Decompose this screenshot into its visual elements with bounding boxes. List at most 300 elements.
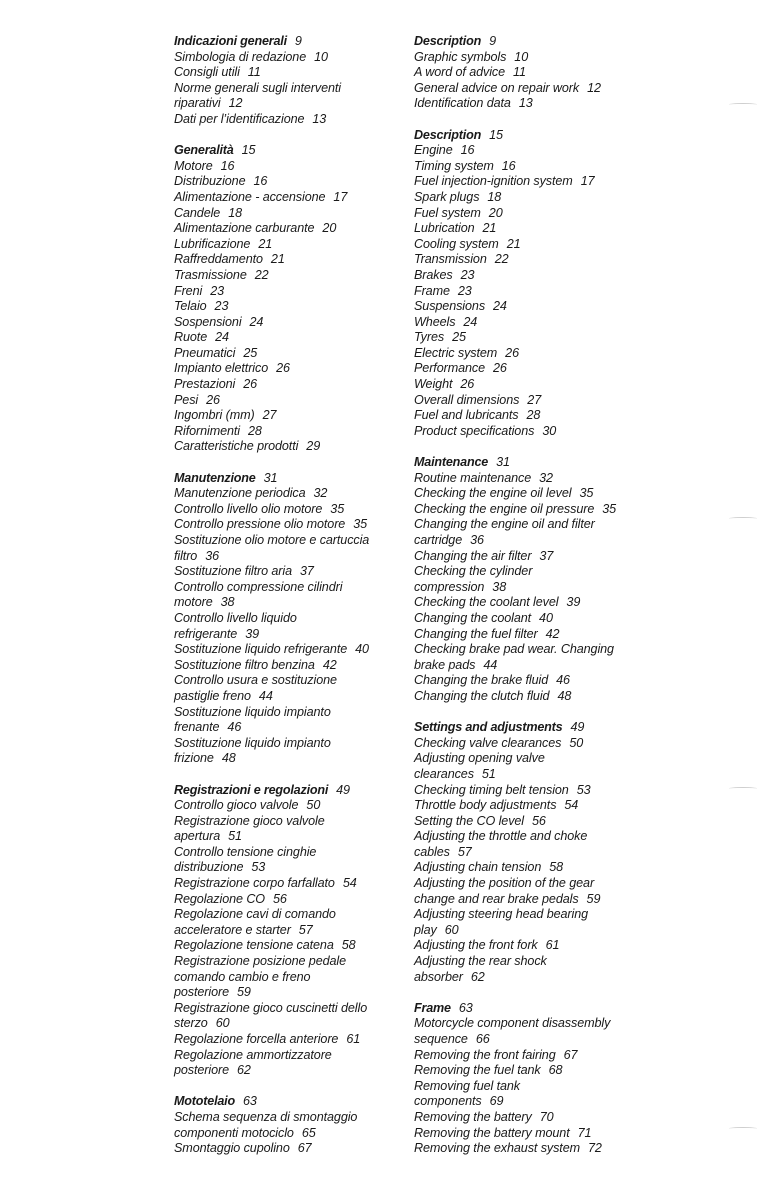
section-heading — [414, 1001, 654, 1017]
entry-text: Prestazioni — [174, 377, 236, 392]
index-entry — [174, 424, 406, 440]
entry-text: Regolazione ammortizzatore — [174, 1047, 332, 1062]
index-entry — [174, 361, 406, 377]
entry-text: Changing the fuel filter — [414, 626, 538, 641]
entry-page-number: 35 — [579, 486, 594, 501]
entry-text: motore — [174, 595, 213, 610]
index-entry — [174, 159, 406, 175]
entry-text: clearances — [414, 766, 474, 781]
entry-text: Registrazione posizione pedale — [174, 954, 347, 969]
entry-text: Checking the coolant level — [414, 595, 559, 610]
entry-page-number: 54 — [342, 876, 357, 891]
section-page-number: 63 — [242, 1094, 257, 1109]
entry-text: Fuel and lubricants — [414, 408, 519, 423]
entry-text: Changing the coolant — [414, 610, 532, 625]
entry-page-number: 16 — [253, 174, 268, 189]
entry-page-number: 48 — [557, 688, 572, 703]
it-section-manutenzione — [174, 471, 406, 767]
entry-text: Fuel injection-ignition system — [414, 174, 573, 189]
entry-text: compression — [414, 579, 485, 594]
index-entry — [174, 315, 406, 331]
index-entry — [414, 206, 654, 222]
entry-text: Spark plugs — [414, 189, 480, 204]
index-entry — [174, 1048, 406, 1064]
index-entry — [414, 330, 654, 346]
index-entry — [174, 580, 406, 596]
index-entry — [414, 174, 654, 190]
entry-page-number: 20 — [488, 205, 503, 220]
entry-text: Removing fuel tank — [414, 1078, 521, 1093]
index-entry — [174, 549, 406, 565]
index-entry — [414, 315, 654, 331]
index-entry — [174, 658, 406, 674]
entry-text: posteriore — [174, 1063, 230, 1078]
entry-text: Sostituzione olio motore e cartuccia — [174, 533, 370, 547]
entry-page-number: 23 — [214, 299, 229, 314]
entry-page-number: 54 — [564, 798, 579, 813]
entry-text: Overall dimensions — [414, 392, 520, 407]
entry-text: distribuzione — [174, 860, 244, 875]
it-section-registrazioni-e-regolazioni — [174, 783, 406, 1079]
index-entry — [174, 923, 406, 939]
index-entry — [414, 798, 654, 814]
entry-text: Electric system — [414, 345, 498, 360]
entry-text: Checking brake pad wear. Changing — [414, 642, 614, 657]
entry-text: Smontaggio cupolino — [174, 1141, 290, 1156]
entry-page-number: 51 — [228, 829, 242, 844]
entry-text: Consigli utili — [174, 65, 240, 80]
index-entry — [414, 627, 654, 643]
entry-text: Checking valve clearances — [414, 735, 562, 750]
entry-text: change and rear brake pedals — [414, 891, 579, 906]
index-entry — [414, 658, 654, 674]
entry-page-number: 30 — [542, 423, 557, 438]
entry-page-number: 67 — [563, 1047, 578, 1062]
entry-page-number: 59 — [237, 985, 251, 1000]
section-page-number: 31 — [496, 455, 510, 470]
index-entry — [414, 642, 654, 658]
entry-page-number: 60 — [215, 1016, 230, 1031]
entry-text: Distribuzione — [174, 174, 246, 189]
index-entry — [174, 564, 406, 580]
entry-text: Alimentazione - accensione — [174, 189, 326, 204]
index-entry — [414, 1032, 654, 1048]
entry-text: Adjusting opening valve — [414, 751, 545, 766]
entry-text: Ingombri (mm) — [174, 408, 255, 423]
entry-text: Controllo livello olio motore — [174, 501, 323, 516]
entry-page-number: 16 — [501, 158, 516, 173]
entry-text: Frame — [414, 283, 450, 298]
entry-text: Candele — [174, 205, 221, 220]
entry-text: Trasmissione — [174, 267, 247, 282]
entry-text: Removing the exhaust system — [414, 1141, 580, 1156]
entry-page-number: 27 — [262, 408, 277, 423]
entry-text: Checking the engine oil pressure — [414, 501, 595, 516]
entry-text: Motore — [174, 158, 213, 173]
entry-text: absorber — [414, 969, 463, 984]
section-page-number: 31 — [263, 470, 278, 485]
section-title: Settings and adjustments — [414, 720, 563, 735]
entry-text: Cooling system — [414, 236, 499, 251]
entry-text: Regolazione tensione catena — [174, 938, 334, 953]
it-section-mototelaio — [174, 1094, 406, 1156]
index-entry — [174, 611, 406, 627]
index-entry — [174, 252, 406, 268]
entry-text: Throttle body adjustments — [414, 798, 557, 813]
index-entry — [414, 377, 654, 393]
entry-text: Tyres — [414, 330, 445, 345]
section-heading — [414, 455, 654, 471]
entry-page-number: 69 — [489, 1094, 504, 1109]
entry-text: Timing system — [414, 158, 494, 173]
entry-text: components — [414, 1094, 482, 1109]
entry-page-number: 67 — [297, 1141, 312, 1156]
index-entry — [174, 284, 406, 300]
index-entry — [174, 408, 406, 424]
entry-page-number: 51 — [481, 766, 496, 781]
entry-page-number: 26 — [276, 361, 290, 376]
entry-page-number: 35 — [330, 501, 345, 516]
section-heading — [414, 128, 654, 144]
section-title: Manutenzione — [174, 470, 256, 485]
entry-text: Suspensions — [414, 299, 486, 314]
entry-text: Changing the air filter — [414, 548, 532, 563]
entry-page-number: 12 — [228, 96, 243, 111]
entry-page-number: 40 — [539, 610, 553, 625]
entry-text: Controllo usura e sostituzione — [174, 673, 337, 688]
entry-text: play — [414, 922, 437, 937]
entry-page-number: 13 — [312, 111, 327, 126]
index-entry — [414, 190, 654, 206]
index-entry — [414, 81, 654, 97]
index-entry — [174, 1063, 406, 1079]
entry-text: apertura — [174, 829, 221, 844]
entry-page-number: 39 — [566, 595, 581, 610]
index-entry — [174, 876, 406, 892]
index-entry — [174, 705, 406, 721]
entry-text: acceleratore e starter — [174, 922, 291, 937]
entry-page-number: 18 — [228, 205, 243, 220]
section-title: Description — [414, 34, 482, 48]
index-entry — [414, 1016, 654, 1032]
entry-page-number: 23 — [457, 283, 472, 298]
entry-text: cables — [414, 844, 450, 859]
entry-text: Identification data — [414, 96, 511, 111]
entry-text: Removing the battery mount — [414, 1125, 570, 1140]
entry-page-number: 11 — [247, 65, 261, 80]
index-entry — [174, 985, 406, 1001]
index-entry — [174, 1032, 406, 1048]
entry-text: Adjusting the position of the gear — [414, 876, 595, 891]
entry-page-number: 35 — [602, 501, 617, 516]
entry-page-number: 28 — [248, 423, 262, 438]
italian-index-column — [174, 34, 406, 1172]
index-entry — [174, 829, 406, 845]
section-title: Maintenance — [414, 455, 489, 470]
index-entry — [174, 954, 406, 970]
entry-text: Graphic symbols — [414, 49, 507, 64]
entry-text: Ruote — [174, 330, 208, 345]
entry-text: Changing the brake fluid — [414, 673, 549, 688]
index-entry — [174, 517, 406, 533]
index-entry — [414, 954, 654, 970]
entry-page-number: 66 — [475, 1032, 490, 1046]
entry-text: frenante — [174, 720, 220, 735]
entry-text: Rifornimenti — [174, 423, 240, 438]
index-entry — [414, 1141, 654, 1157]
entry-text: componenti motociclo — [174, 1125, 294, 1140]
entry-page-number: 42 — [545, 626, 560, 641]
index-entry — [414, 471, 654, 487]
index-entry — [414, 361, 654, 377]
index-entry — [174, 112, 406, 128]
section-heading — [414, 720, 654, 736]
index-entry — [174, 673, 406, 689]
index-entry — [414, 424, 654, 440]
entry-page-number: 42 — [322, 657, 337, 672]
index-entry — [174, 1126, 406, 1142]
section-title: Generalità — [174, 143, 234, 158]
entry-page-number: 59 — [586, 891, 601, 906]
entry-page-number: 38 — [492, 579, 507, 594]
index-entry — [174, 907, 406, 923]
index-entry — [414, 268, 654, 284]
en-section-description — [414, 128, 654, 440]
index-entry — [414, 876, 654, 892]
entry-page-number: 24 — [493, 299, 507, 314]
entry-page-number: 21 — [506, 236, 521, 251]
index-entry — [174, 798, 406, 814]
entry-page-number: 68 — [548, 1063, 563, 1078]
entry-page-number: 60 — [444, 922, 459, 937]
index-entry — [414, 845, 654, 861]
index-entry — [174, 174, 406, 190]
entry-text: Alimentazione carburante — [174, 221, 315, 236]
entry-page-number: 53 — [251, 860, 266, 875]
index-entry — [414, 549, 654, 565]
margin-mark — [729, 1127, 757, 1130]
entry-page-number: 46 — [227, 720, 242, 735]
section-heading — [174, 34, 406, 50]
entry-page-number: 70 — [539, 1109, 554, 1124]
index-entry — [414, 829, 654, 845]
index-entry — [414, 502, 654, 518]
entry-page-number: 56 — [273, 891, 287, 906]
index-entry — [174, 1016, 406, 1032]
entry-page-number: 53 — [576, 782, 591, 797]
index-entry — [174, 627, 406, 643]
entry-text: Removing the front fairing — [414, 1047, 556, 1062]
entry-text: Checking the engine oil level — [414, 486, 572, 501]
index-entry — [414, 159, 654, 175]
index-entry — [414, 611, 654, 627]
index-entry — [414, 65, 654, 81]
section-heading — [174, 1094, 406, 1110]
entry-page-number: 10 — [314, 49, 328, 64]
entry-text: cartridge — [414, 533, 463, 547]
entry-page-number: 57 — [457, 844, 472, 859]
index-entry — [414, 517, 654, 533]
index-entry — [414, 221, 654, 237]
entry-text: Adjusting chain tension — [414, 860, 542, 875]
entry-page-number: 11 — [513, 65, 526, 80]
entry-page-number: 44 — [258, 688, 273, 703]
entry-page-number: 62 — [470, 969, 485, 984]
entry-text: Checking the cylinder — [414, 564, 533, 579]
index-entry — [414, 143, 654, 159]
en-section-frame — [414, 1001, 654, 1157]
index-entry — [174, 96, 406, 112]
index-entry — [174, 237, 406, 253]
index-entry — [414, 1079, 654, 1095]
entry-page-number: 21 — [258, 236, 273, 251]
entry-page-number: 44 — [483, 657, 498, 672]
index-entry — [174, 751, 406, 767]
index-entry — [414, 595, 654, 611]
index-entry — [174, 860, 406, 876]
section-title: Registrazioni e regolazioni — [174, 782, 329, 797]
entry-text: Sostituzione filtro benzina — [174, 657, 315, 672]
entry-page-number: 50 — [569, 735, 584, 750]
index-entry — [174, 50, 406, 66]
entry-text: Setting the CO level — [414, 813, 525, 828]
entry-page-number: 46 — [556, 673, 570, 688]
entry-text: Registrazione corpo farfallato — [174, 876, 335, 891]
entry-page-number: 36 — [470, 533, 484, 547]
en-section-description — [414, 34, 654, 112]
index-entry — [414, 892, 654, 908]
index-entry — [414, 408, 654, 424]
entry-text: Freni — [174, 283, 203, 298]
index-entry — [414, 486, 654, 502]
section-heading — [414, 34, 654, 50]
entry-text: Controllo tensione cinghie — [174, 844, 317, 859]
entry-text: Transmission — [414, 252, 487, 267]
margin-mark — [729, 517, 757, 520]
index-entry — [174, 393, 406, 409]
entry-text: Regolazione cavi di comando — [174, 907, 336, 922]
index-entry — [174, 206, 406, 222]
index-entry — [414, 580, 654, 596]
index-entry — [174, 689, 406, 705]
entry-text: Adjusting the rear shock — [414, 954, 547, 969]
entry-text: Wheels — [414, 314, 456, 329]
entry-page-number: 50 — [306, 798, 321, 813]
entry-page-number: 23 — [210, 283, 225, 298]
entry-text: Product specifications — [414, 423, 535, 438]
index-entry — [414, 1126, 654, 1142]
entry-text: Norme generali sugli interventi — [174, 80, 341, 95]
index-entry — [174, 377, 406, 393]
entry-page-number: 37 — [300, 564, 314, 579]
index-entry — [414, 237, 654, 253]
index-entry — [174, 190, 406, 206]
entry-page-number: 58 — [549, 860, 564, 875]
entry-text: Fuel system — [414, 205, 481, 220]
entry-page-number: 26 — [505, 345, 519, 360]
section-title: Frame — [414, 1000, 451, 1015]
entry-text: Controllo pressione olio motore — [174, 517, 346, 532]
section-page-number: 63 — [458, 1000, 473, 1015]
section-page-number: 49 — [336, 782, 350, 797]
entry-page-number: 26 — [206, 392, 220, 407]
index-entry — [174, 346, 406, 362]
entry-text: Sospensioni — [174, 314, 242, 329]
index-entry — [174, 439, 406, 455]
entry-page-number: 71 — [577, 1125, 592, 1140]
entry-page-number: 62 — [237, 1063, 251, 1078]
index-entry — [414, 299, 654, 315]
entry-text: Regolazione CO — [174, 891, 266, 906]
entry-text: Performance — [414, 361, 485, 376]
index-entry — [174, 486, 406, 502]
entry-page-number: 21 — [482, 221, 497, 236]
section-page-number: 49 — [570, 720, 585, 735]
entry-page-number: 61 — [346, 1032, 361, 1046]
section-page-number: 9 — [294, 34, 302, 48]
entry-text: A word of advice — [414, 65, 506, 80]
entry-text: Pneumatici — [174, 345, 236, 360]
entry-page-number: 26 — [460, 377, 475, 392]
index-entry — [414, 736, 654, 752]
index-entry — [174, 1001, 406, 1017]
entry-text: filtro — [174, 548, 198, 563]
index-entry — [414, 346, 654, 362]
index-entry — [414, 860, 654, 876]
section-heading — [174, 143, 406, 159]
entry-text: posteriore — [174, 985, 230, 1000]
index-entry — [414, 689, 654, 705]
entry-text: Lubrificazione — [174, 236, 251, 251]
index-entry — [414, 564, 654, 580]
entry-text: Adjusting steering head bearing — [414, 907, 589, 922]
index-entry — [174, 221, 406, 237]
entry-text: Telaio — [174, 299, 207, 314]
entry-page-number: 26 — [493, 361, 507, 376]
entry-page-number: 17 — [580, 174, 595, 189]
index-entry — [174, 970, 406, 986]
entry-page-number: 23 — [460, 267, 475, 282]
index-entry — [414, 252, 654, 268]
index-entry — [414, 814, 654, 830]
entry-text: Simbologia di redazione — [174, 49, 307, 64]
entry-text: Raffreddamento — [174, 252, 263, 267]
entry-text: Routine maintenance — [414, 470, 532, 485]
index-entry — [414, 751, 654, 767]
entry-text: Changing the clutch fluid — [414, 688, 550, 703]
entry-page-number: 72 — [588, 1141, 602, 1156]
index-entry — [174, 502, 406, 518]
entry-page-number: 12 — [587, 80, 601, 95]
entry-text: Weight — [414, 377, 453, 392]
entry-page-number: 22 — [494, 252, 509, 267]
index-entry — [414, 783, 654, 799]
index-entry — [174, 642, 406, 658]
entry-page-number: 24 — [249, 314, 264, 329]
entry-page-number: 22 — [254, 267, 269, 282]
index-entry — [174, 938, 406, 954]
entry-text: sequence — [414, 1032, 468, 1046]
entry-page-number: 39 — [245, 626, 260, 641]
entry-text: Dati per l’identificazione — [174, 111, 305, 126]
entry-page-number: 32 — [313, 486, 328, 501]
entry-page-number: 56 — [532, 813, 546, 828]
entry-text: Changing the engine oil and filter — [414, 517, 595, 532]
index-entry — [414, 938, 654, 954]
entry-text: Sostituzione liquido impianto — [174, 704, 331, 719]
index-entry — [414, 907, 654, 923]
entry-page-number: 26 — [243, 377, 258, 392]
